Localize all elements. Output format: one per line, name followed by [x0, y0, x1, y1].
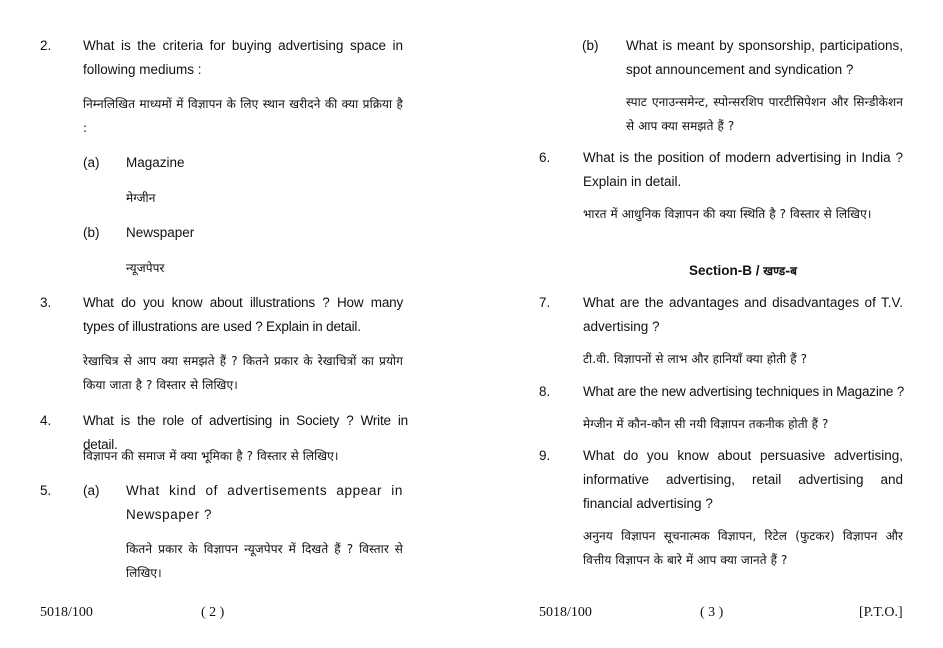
q2-number: 2. — [40, 38, 52, 53]
q7-english: What are the advantages and disadvantages of T.V. advertising ? — [583, 295, 903, 334]
page-number: ( 2 ) — [201, 605, 225, 620]
section-heading — [583, 262, 903, 279]
q2b-english: Newspaper — [126, 225, 195, 240]
q5a-english: What kind of advertisements appear in Newspaper ? — [126, 483, 403, 522]
q7-hindi: टी.वी. विज्ञापनों से लाभ और हानियाँ क्या होती हैं ? — [583, 352, 808, 366]
q6-hindi: भारत में आधुनिक विज्ञापन की क्या स्थिति है ? विस्तार से लिखिए। — [583, 207, 872, 221]
q3-english: What do you know about illustrations ? How many types of illustrations are used ? Explain in detail. — [83, 295, 403, 334]
section-separator: / — [751, 263, 764, 278]
pto-label: [P.T.O.] — [859, 605, 903, 620]
q9-hindi: अनुनय विज्ञापन सूचनात्मक विज्ञापन, रिटेल (फुटकर) विज्ञापन और वित्तीय विज्ञापन के बारे में आप क्या जानते हैं ? — [583, 529, 903, 567]
q4-number: 4. — [40, 413, 52, 428]
q8-english: What are the new advertising techniques in Magazine ? — [583, 384, 905, 399]
q5-number: 5. — [40, 483, 52, 498]
q2-hindi: निम्नलिखित माध्यमों में विज्ञापन के लिए स्थान खरीदने की क्या प्रक्रिया है : — [83, 97, 403, 135]
footer-code: 5018/100 — [539, 605, 592, 620]
q9-english: What do you know about persuasive advertising, informative advertising, retail advertising and financial advertising ? — [583, 448, 903, 511]
q2a-hindi: मेग्जीन — [126, 191, 156, 205]
section-english: Section-B — [688, 263, 752, 278]
q6-number: 6. — [539, 150, 551, 165]
q3-hindi: रेखाचित्र से आप क्या समझते हैं ? कितने प्रकार के रेखाचित्रों का प्रयोग किया जाता है ? विस्तार से लिखिए। — [83, 354, 403, 392]
page-number: ( 3 ) — [700, 605, 724, 620]
q5b-english: What is meant by sponsorship, participations, spot announcement and syndication ? — [626, 38, 903, 77]
q2-english: What is the criteria for buying advertising space in following mediums : — [83, 38, 403, 77]
q4-hindi: विज्ञापन की समाज में क्या भूमिका है ? विस्तार से लिखिए। — [83, 449, 339, 463]
q6-english: What is the position of modern advertising in India ? Explain in detail. — [583, 150, 903, 189]
q5b-hindi: स्पाट एनाउन्समेन्ट, स्पोन्सरशिप पारटीसिपेशन और सिन्डीकेशन से आप क्या समझते हैं ? — [626, 95, 903, 133]
q2b-hindi: न्यूजपेपर — [126, 261, 165, 275]
q2a-english: Magazine — [126, 155, 185, 170]
q8-number: 8. — [539, 384, 551, 399]
q5b-label: (b) — [582, 38, 599, 53]
q7-number: 7. — [539, 295, 551, 310]
q8-hindi: मेग्जीन में कौन-कौन सी नयी विज्ञापन तकनीक होती हैं ? — [583, 417, 829, 431]
q5a-label: (a) — [83, 483, 100, 498]
footer-code: 5018/100 — [40, 605, 93, 620]
q3-number: 3. — [40, 295, 52, 310]
q4-english: What is the role of advertising in Society ? Write in detail. — [83, 413, 408, 452]
section-hindi: खण्ड-ब — [763, 264, 798, 278]
q2a-label: (a) — [83, 155, 100, 170]
q2b-label: (b) — [83, 225, 100, 240]
q9-number: 9. — [539, 448, 551, 463]
q5a-hindi: कितने प्रकार के विज्ञापन न्यूजपेपर में दिखते हैं ? विस्तार से लिखिए। — [126, 542, 403, 580]
